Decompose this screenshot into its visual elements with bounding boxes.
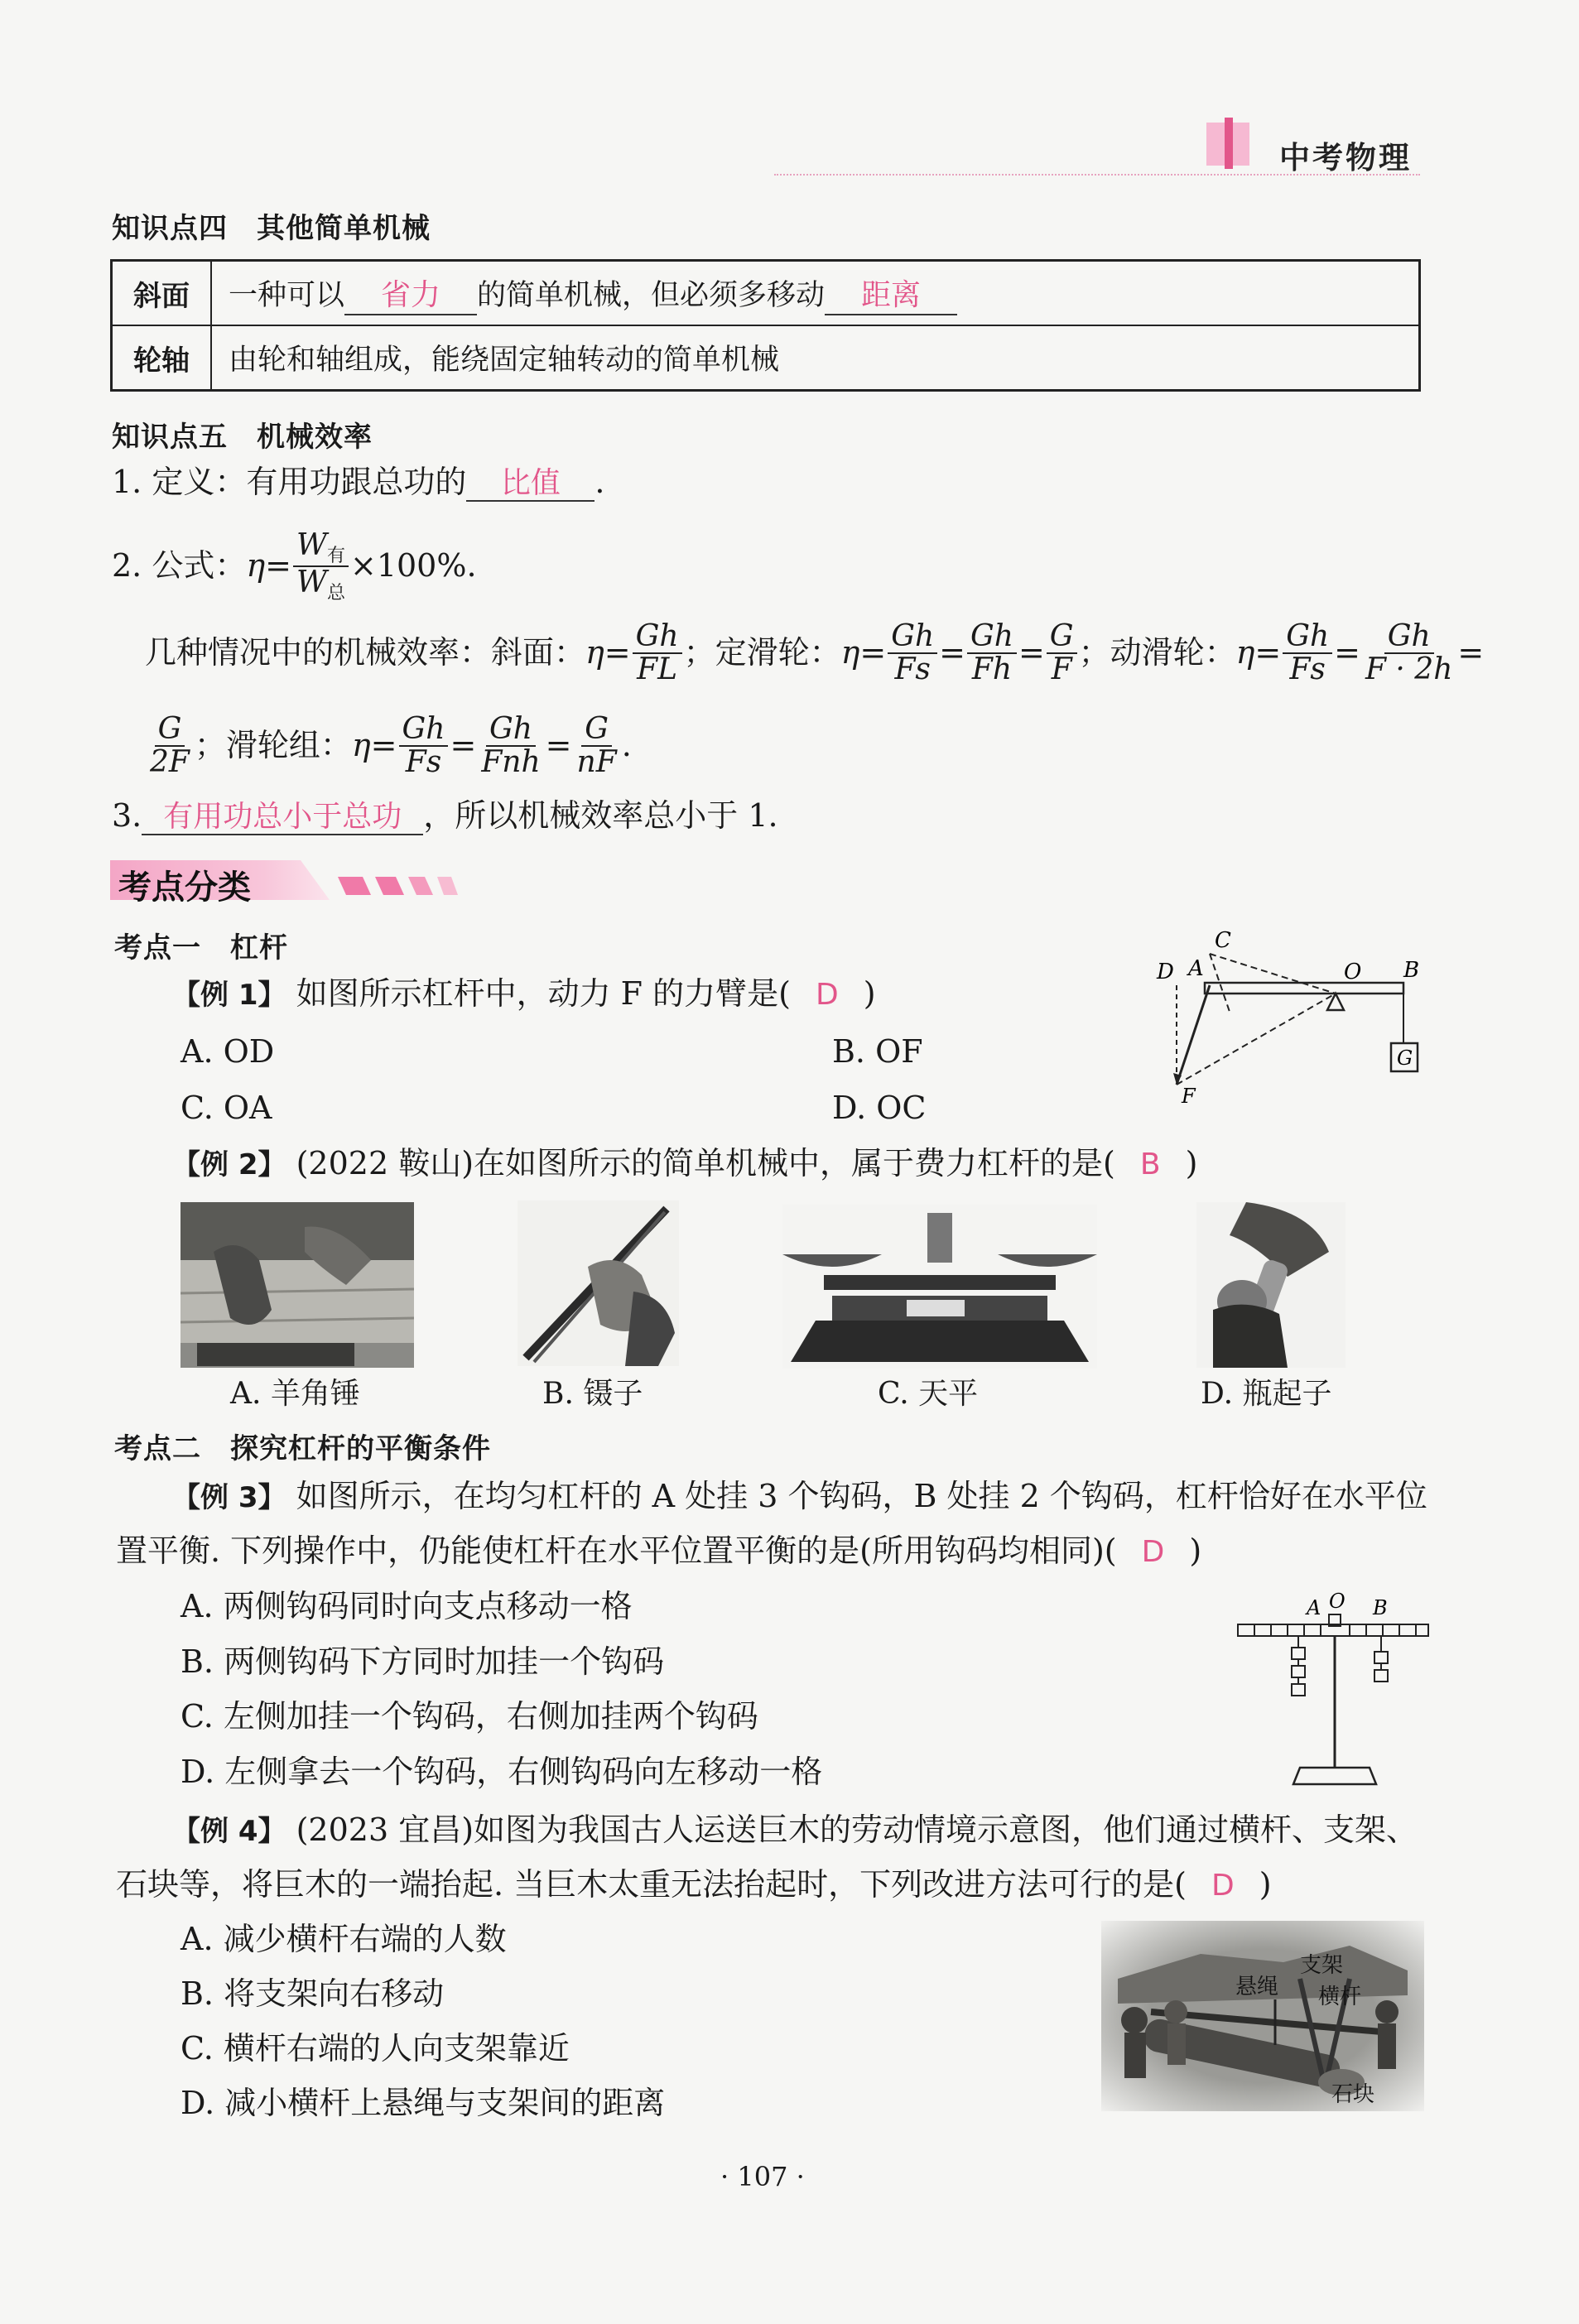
ex4-option-d: D. 减小横杆上悬绳与支架间的距离 <box>181 2085 666 2121</box>
ex4-stem-line2: 石块等，将巨木的一端抬起. 当巨木太重无法抬起时，下列改进方法可行的是( D ) <box>116 1866 1272 1903</box>
ex3-option-c: C. 左侧加挂一个钩码，右侧加挂两个钩码 <box>181 1698 758 1735</box>
ex2-caption-a: A. 羊角锤 <box>230 1377 360 1411</box>
ex3-stem-line1: 【例 3】 如图所示，在均匀杠杆的 A 处挂 3 个钩码，B 处挂 2 个钩码，杠杆恰好在水平位 <box>172 1478 1427 1514</box>
label-c: C <box>1215 928 1231 953</box>
row-head: 斜面 <box>112 261 212 326</box>
kp4-title: 知识点四 其他简单机械 <box>112 212 431 245</box>
row-content: 一种可以 省力 的简单机械，但必须多移动 距离 <box>211 261 1420 326</box>
ex2-caption-c: C. 天平 <box>878 1377 979 1411</box>
ex4-option-a: A. 减少横杆右端的人数 <box>181 1921 507 1957</box>
kp5-item1: 1. 定义：有用功跟总功的 比值 . <box>112 464 605 500</box>
balance-scale-image <box>782 1205 1097 1369</box>
kp5-formulas-line1: 几种情况中的机械效率：斜面： η= $\frac{Gh}{FL}$ ；定滑轮： η= $\frac{Gh}{Fs}$ = $\frac{Gh}{Fh}$ = $\frac{G}{F}$ ；动滑轮： η= $\frac{Gh}{Fs}$ = $\frac{Gh}{F \cdot 2h}$ = <box>145 619 1485 686</box>
ex1-stem: 【例 1】 如图所示杠杆中，动力 F 的力臂是( D ) <box>172 975 876 1012</box>
kp5-item3: 3. 有用功总小于总功 ，所以机械效率总小于 1. <box>112 797 778 834</box>
label-a: A <box>1188 956 1204 981</box>
answer-blank: 比值 <box>500 466 561 500</box>
row-content: 由轮和轴组成，能绕固定轴转动的简单机械 <box>211 325 1420 391</box>
label-b: B <box>1403 958 1420 983</box>
label-b: B <box>1373 1596 1388 1619</box>
label-henggan: 横杆 <box>1318 1985 1362 2009</box>
label-zhijia: 支架 <box>1300 1953 1344 1978</box>
label-a: A <box>1307 1596 1321 1619</box>
ex1-option-c: C. OA <box>181 1090 272 1126</box>
ex1-option-d: D. OC <box>832 1090 927 1126</box>
label-d: D <box>1157 960 1174 984</box>
efficiency-fraction: $\frac{W_有}{W_总}$ <box>293 530 349 604</box>
label-g: G <box>1397 1047 1413 1070</box>
kp5-formulas-line2: $\frac{G}{2F}$ ；滑轮组： η= $\frac{Gh}{Fs}$ = $\frac{Gh}{\text{Fnh}}$ = $\frac{G}{nF}$ . <box>150 712 632 779</box>
label-shikuai: 石块 <box>1331 2082 1375 2107</box>
section-title: 考点分类 <box>118 868 251 907</box>
bottle-opener-image <box>1196 1202 1346 1368</box>
answer-choice: D <box>815 978 839 1012</box>
kd2-title: 考点二 探究杠杆的平衡条件 <box>114 1432 491 1465</box>
kp5-title: 知识点五 机械效率 <box>112 421 373 454</box>
book-icon <box>1205 116 1253 169</box>
ancient-timber-illustration <box>1101 1921 1424 2111</box>
table-row <box>112 261 1420 326</box>
header-divider <box>774 174 1420 176</box>
answer-choice: D <box>1141 1535 1165 1569</box>
table-row <box>112 325 1420 391</box>
answer-choice: D <box>1211 1869 1235 1903</box>
ex3-option-d: D. 左侧拿去一个钩码，右侧钩码向左移动一格 <box>181 1754 823 1790</box>
ex1-option-a: A. OD <box>181 1033 275 1070</box>
label-o: O <box>1344 960 1362 984</box>
claw-hammer-image <box>181 1202 414 1368</box>
kd1-title: 考点一 杠杆 <box>114 931 288 965</box>
kp5-item2: 2. 公式： η= $\frac{W_有}{W_总}$ ×100%. <box>112 528 477 604</box>
lever-diagram <box>1155 919 1437 1105</box>
header-title: 中考物理 <box>1279 140 1412 176</box>
page-number: · 107 · <box>720 2161 805 2192</box>
row-head: 轮轴 <box>112 325 212 391</box>
label-f: F <box>1182 1085 1196 1105</box>
ex3-option-a: A. 两侧钩码同时向支点移动一格 <box>181 1588 633 1624</box>
ex2-caption-d: D. 瓶起子 <box>1201 1377 1332 1411</box>
ex3-stem-line2: 置平衡. 下列操作中，仍能使杠杆在水平位置平衡的是(所用钩码均相同)( D ) <box>116 1532 1202 1569</box>
answer-choice: B <box>1139 1148 1161 1181</box>
ex3-option-b: B. 两侧钩码下方同时加挂一个钩码 <box>181 1643 665 1680</box>
ex4-option-b: B. 将支架向右移动 <box>181 1975 445 2012</box>
ex1-option-b: B. OF <box>832 1033 923 1070</box>
ex4-stem-line1: 【例 4】 (2023 宜昌)如图为我国古人运送巨木的劳动情境示意图，他们通过横杆、支架、 <box>172 1812 1418 1848</box>
answer-blank: 省力 <box>381 277 441 312</box>
answer-blank: 有用功总小于总功 <box>163 800 402 834</box>
ex4-option-c: C. 横杆右端的人向支架靠近 <box>181 2030 570 2067</box>
lever-stand-diagram <box>1234 1590 1432 1792</box>
label-o: O <box>1329 1590 1346 1613</box>
label-xuansheng: 悬绳 <box>1235 1975 1279 1999</box>
answer-blank: 距离 <box>861 277 922 312</box>
tweezers-image <box>518 1200 679 1366</box>
ex2-caption-b: B. 镊子 <box>542 1377 643 1411</box>
ex2-stem: 【例 2】 (2022 鞍山)在如图所示的简单机械中，属于费力杠杆的是( B ) <box>172 1145 1198 1181</box>
kp4-table <box>110 259 1421 392</box>
